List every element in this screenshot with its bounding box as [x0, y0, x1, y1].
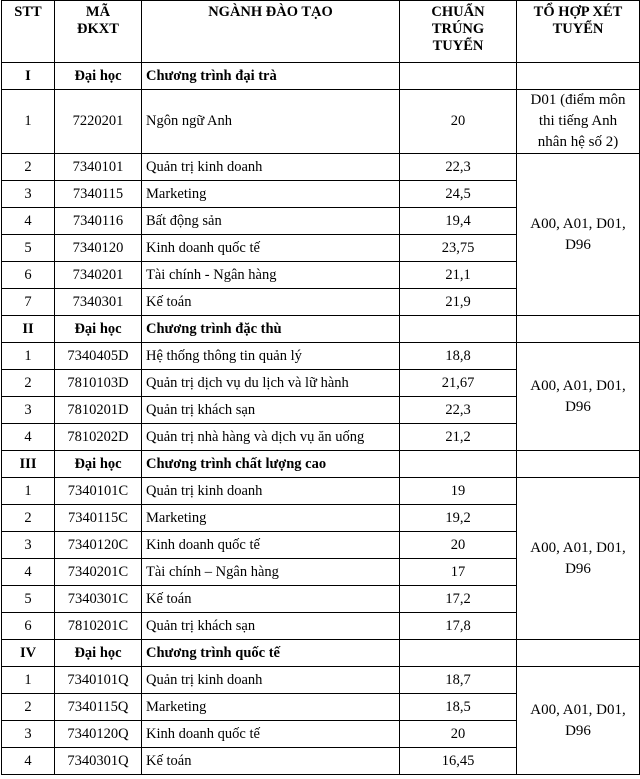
row-score: 19,4 — [400, 208, 517, 235]
row-major: Kế toán — [142, 586, 400, 613]
row-stt: 1 — [2, 667, 55, 694]
row-stt: 4 — [2, 748, 55, 775]
row-code: 7220201 — [55, 90, 142, 154]
section-empty-cell — [517, 316, 640, 343]
section-empty-cell — [400, 316, 517, 343]
row-code: 7340120C — [55, 532, 142, 559]
section-row — [2, 640, 640, 667]
row-code: 7340301C — [55, 586, 142, 613]
row-stt: 3 — [2, 721, 55, 748]
table-row — [2, 90, 640, 154]
row-score: 21,9 — [400, 289, 517, 316]
row-major: Marketing — [142, 181, 400, 208]
section-empty-cell — [517, 63, 640, 90]
row-stt: 1 — [2, 478, 55, 505]
section-row — [2, 316, 640, 343]
row-score: 24,5 — [400, 181, 517, 208]
section-program: Chương trình chất lượng cao — [142, 451, 400, 478]
row-stt: 3 — [2, 181, 55, 208]
row-major: Hệ thống thông tin quản lý — [142, 343, 400, 370]
row-code: 7340301 — [55, 289, 142, 316]
row-major: Kinh doanh quốc tế — [142, 532, 400, 559]
row-code: 7810201D — [55, 397, 142, 424]
row-score: 23,75 — [400, 235, 517, 262]
row-code: 7340301Q — [55, 748, 142, 775]
row-score: 21,2 — [400, 424, 517, 451]
section-numeral: I — [2, 63, 55, 90]
row-major: Marketing — [142, 694, 400, 721]
section-numeral: II — [2, 316, 55, 343]
row-major: Quản trị khách sạn — [142, 613, 400, 640]
row-stt: 4 — [2, 208, 55, 235]
row-code: 7810201C — [55, 613, 142, 640]
row-score: 20 — [400, 90, 517, 154]
row-code: 7340101Q — [55, 667, 142, 694]
row-score: 17,2 — [400, 586, 517, 613]
row-stt: 7 — [2, 289, 55, 316]
row-score: 20 — [400, 532, 517, 559]
row-score: 22,3 — [400, 154, 517, 181]
row-score: 18,7 — [400, 667, 517, 694]
row-score: 17 — [400, 559, 517, 586]
row-major: Quản trị kinh doanh — [142, 154, 400, 181]
subject-combination: A00, A01, D01, D96 — [517, 343, 640, 451]
row-stt: 2 — [2, 154, 55, 181]
row-code: 7340116 — [55, 208, 142, 235]
header-stt: STT — [2, 1, 55, 63]
row-stt: 2 — [2, 694, 55, 721]
row-major: Kế toán — [142, 289, 400, 316]
section-empty-cell — [400, 640, 517, 667]
section-row — [2, 63, 640, 90]
section-level: Đại học — [55, 451, 142, 478]
row-stt: 2 — [2, 370, 55, 397]
row-stt: 4 — [2, 559, 55, 586]
row-stt: 3 — [2, 532, 55, 559]
row-major: Kinh doanh quốc tế — [142, 721, 400, 748]
row-score: 19,2 — [400, 505, 517, 532]
section-numeral: IV — [2, 640, 55, 667]
header-cutoff-score: CHUẨN TRÚNG TUYỂN — [400, 1, 517, 63]
section-empty-cell — [400, 451, 517, 478]
header-subject-combination: TỔ HỢP XÉT TUYỂN — [517, 1, 640, 63]
row-score: 22,3 — [400, 397, 517, 424]
section-empty-cell — [517, 640, 640, 667]
table-row — [2, 667, 640, 694]
row-major: Quản trị nhà hàng và dịch vụ ăn uống — [142, 424, 400, 451]
row-major: Quản trị kinh doanh — [142, 478, 400, 505]
row-major: Tài chính - Ngân hàng — [142, 262, 400, 289]
row-major: Tài chính – Ngân hàng — [142, 559, 400, 586]
row-major: Bất động sản — [142, 208, 400, 235]
admission-score-table — [1, 0, 640, 775]
row-major: Kinh doanh quốc tế — [142, 235, 400, 262]
section-program: Chương trình đại trà — [142, 63, 400, 90]
row-major: Quản trị dịch vụ du lịch và lữ hành — [142, 370, 400, 397]
row-major: Quản trị kinh doanh — [142, 667, 400, 694]
row-code: 7340101C — [55, 478, 142, 505]
row-score: 20 — [400, 721, 517, 748]
section-program: Chương trình quốc tế — [142, 640, 400, 667]
row-major: Ngôn ngữ Anh — [142, 90, 400, 154]
row-code: 7340120 — [55, 235, 142, 262]
row-score: 17,8 — [400, 613, 517, 640]
row-major: Marketing — [142, 505, 400, 532]
subject-combination: A00, A01, D01, D96 — [517, 478, 640, 640]
row-score: 16,45 — [400, 748, 517, 775]
row-stt: 1 — [2, 90, 55, 154]
row-major: Quản trị khách sạn — [142, 397, 400, 424]
row-stt: 5 — [2, 586, 55, 613]
row-code: 7340405D — [55, 343, 142, 370]
row-stt: 4 — [2, 424, 55, 451]
section-program: Chương trình đặc thù — [142, 316, 400, 343]
row-score: 18,8 — [400, 343, 517, 370]
table-row — [2, 154, 640, 181]
subject-combination: A00, A01, D01, D96 — [517, 667, 640, 775]
row-code: 7810103D — [55, 370, 142, 397]
section-empty-cell — [400, 63, 517, 90]
table-row — [2, 478, 640, 505]
row-score: 19 — [400, 478, 517, 505]
section-level: Đại học — [55, 316, 142, 343]
row-code: 7340115C — [55, 505, 142, 532]
header-code: MÃ ĐKXT — [55, 1, 142, 63]
section-empty-cell — [517, 451, 640, 478]
row-score: 21,1 — [400, 262, 517, 289]
row-stt: 2 — [2, 505, 55, 532]
row-code: 7340101 — [55, 154, 142, 181]
row-code: 7340201 — [55, 262, 142, 289]
row-code: 7340120Q — [55, 721, 142, 748]
section-level: Đại học — [55, 63, 142, 90]
subject-combination: D01 (điểm môn thi tiếng Anh nhân hệ số 2) — [517, 90, 640, 154]
row-code: 7340115Q — [55, 694, 142, 721]
section-level: Đại học — [55, 640, 142, 667]
subject-combination: A00, A01, D01, D96 — [517, 154, 640, 316]
row-stt: 1 — [2, 343, 55, 370]
section-row — [2, 451, 640, 478]
row-stt: 6 — [2, 613, 55, 640]
row-code: 7810202D — [55, 424, 142, 451]
row-code: 7340115 — [55, 181, 142, 208]
row-stt: 5 — [2, 235, 55, 262]
row-code: 7340201C — [55, 559, 142, 586]
table-row — [2, 343, 640, 370]
row-score: 21,67 — [400, 370, 517, 397]
header-major: NGÀNH ĐÀO TẠO — [142, 1, 400, 63]
row-stt: 6 — [2, 262, 55, 289]
row-major: Kế toán — [142, 748, 400, 775]
row-score: 18,5 — [400, 694, 517, 721]
row-stt: 3 — [2, 397, 55, 424]
section-numeral: III — [2, 451, 55, 478]
header-row — [2, 1, 640, 63]
